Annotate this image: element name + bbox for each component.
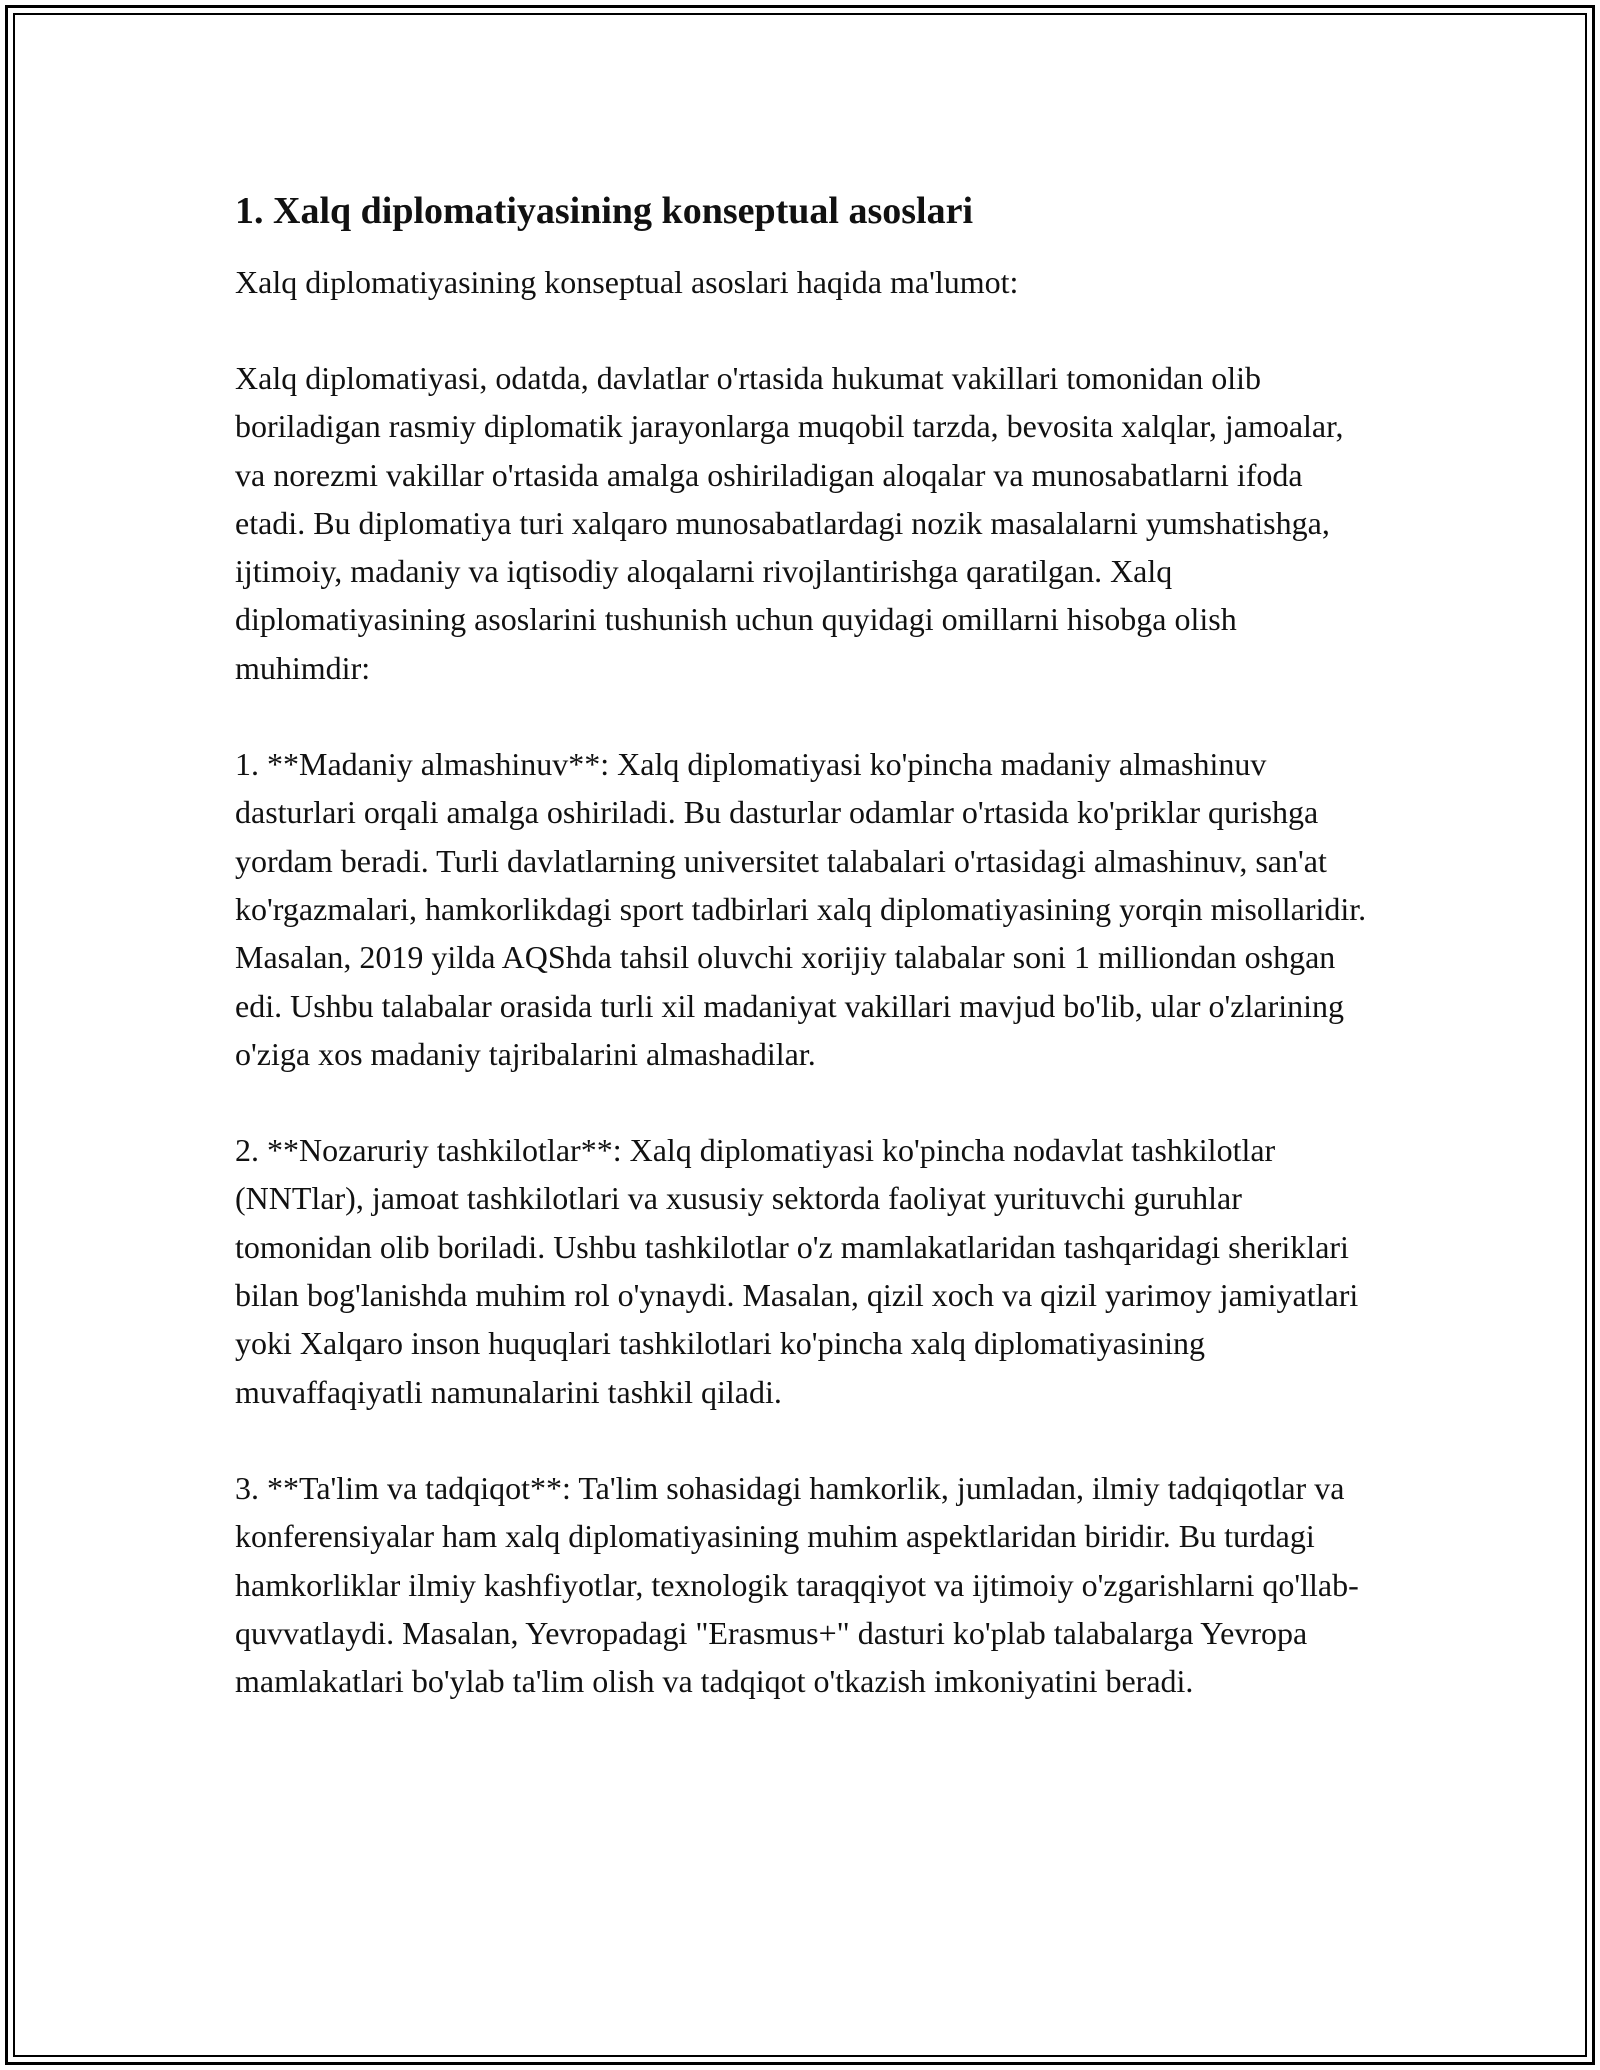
page-title: 1. Xalq diplomatiyasining konseptual asoslari	[235, 190, 974, 232]
paragraph-education-research: 3. **Ta'lim va tadqiqot**: Ta'lim sohasidagi hamkorlik, jumladan, ilmiy tadqiqotlar va konferensiyalar ham xalq diplomatiyasining muhim aspektlaridan biridir. Bu turdagi hamkorliklar ilmiy kashfiyotlar, texnologik taraqqiyot va ijtimoiy o'zgarishlarni qo'llab-quvvatlaydi. Masalan, Yevropadagi "Erasmus+" dasturi ko'plab talabalarga Yevropa mamlakatlari bo'ylab ta'lim olish va tadqiqot o'tkazish imkoniyatini beradi.	[235, 1469, 1359, 1700]
document-body	[235, 186, 1370, 1705]
intro-paragraph: Xalq diplomatiyasining konseptual asoslari haqida ma'lumot:	[235, 264, 1019, 300]
paragraph-overview: Xalq diplomatiyasi, odatda, davlatlar o'rtasida hukumat vakillari tomonidan olib boriladigan rasmiy diplomatik jarayonlarga muqobil tarzda, bevosita xalqlar, jamoalar, va norezmi vakillar o'rtasida amalga oshiriladigan aloqalar va munosabatlarni ifoda etadi. Bu diplomatiya turi xalqaro munosabatlardagi nozik masalalarni yumshatishga, ijtimoiy, madaniy va iqtisodiy aloqalarni rivojlantirishga qaratilgan. Xalq diplomatiyasining asoslarini tushunish uchun quyidagi omillarni hisobga olish muhimdir:	[235, 360, 1344, 686]
paragraph-cultural-exchange: 1. **Madaniy almashinuv**: Xalq diplomatiyasi ko'pincha madaniy almashinuv dasturlari orqali amalga oshiriladi. Bu dasturlar odamlar o'rtasida ko'priklar qurishga yordam beradi. Turli davlatlarning universitet talabalari o'rtasidagi almashinuv, san'at ko'rgazmalari, hamkorlikdagi sport tadbirlari xalq diplomatiyasining yorqin misollaridir. Masalan, 2019 yilda AQShda tahsil oluvchi xorijiy talabalar soni 1 milliondan oshgan edi. Ushbu talabalar orasida turli xil madaniyat vakillari mavjud bo'lib, ular o'zlarining o'ziga xos madaniy tajribalarini almashadilar.	[235, 746, 1367, 1072]
paragraph-organizations: 2. **Nozaruriy tashkilotlar**: Xalq diplomatiyasi ko'pincha nodavlat tashkilotlar (NNTlar), jamoat tashkilotlari va xususiy sektorda faoliyat yurituvchi guruhlar tomonidan olib boriladi. Ushbu tashkilotlar o'z mamlakatlaridan tashqaridagi sheriklari bilan bog'lanishda muhim rol o'ynaydi. Masalan, qizil xoch va qizil yarimoy jamiyatlari yoki Xalqaro inson huquqlari tashkilotlari ko'pincha xalq diplomatiyasining muvaffaqiyatli namunalarini tashkil qiladi.	[235, 1132, 1359, 1410]
